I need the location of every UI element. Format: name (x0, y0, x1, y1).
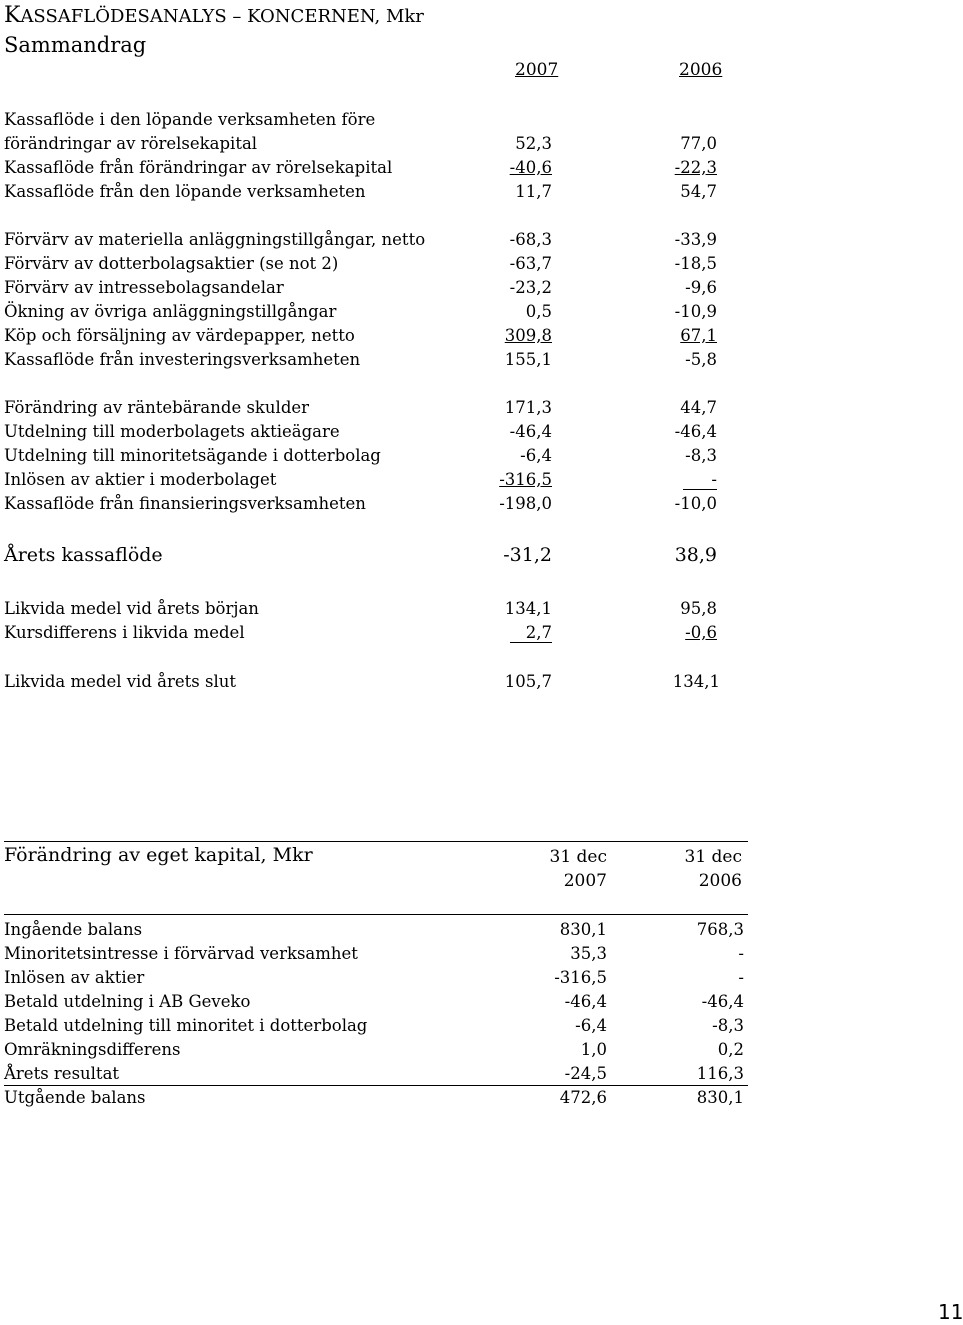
value-2006: - (683, 471, 717, 490)
value-2006: 134,1 (672, 672, 720, 691)
value-2006: -18,5 (674, 254, 717, 273)
row-label: Årets resultat (4, 1064, 120, 1083)
row-label: Förvärv av dotterbolagsaktier (se not 2) (4, 254, 339, 273)
value-2006: 77,0 (680, 134, 717, 153)
value-2007: -63,7 (509, 254, 552, 273)
value-2007: -46,4 (509, 422, 552, 441)
value-2007: -23,2 (509, 278, 552, 297)
value-2007: -198,0 (499, 494, 552, 513)
value-2006: -9,6 (685, 278, 717, 297)
value-2007: 472,6 (559, 1088, 607, 1107)
value-2006: -0,6 (685, 623, 717, 642)
value-2006: -5,8 (685, 350, 717, 369)
row-label: Ökning av övriga anläggningstillgångar (4, 302, 337, 321)
section-title: Förändring av eget kapital, Mkr (4, 844, 313, 866)
value-2007: -40,6 (509, 158, 552, 177)
row-label: Kursdifferens i likvida medel (4, 623, 245, 642)
row-label: Betald utdelning i AB Geveko (4, 992, 251, 1011)
value-2006: -22,3 (674, 158, 717, 177)
row-label: Utdelning till minoritetsägande i dotterbolag (4, 446, 381, 465)
page-title: KASSAFLÖDESANALYS – KONCERNEN, Mkr (4, 3, 424, 28)
value-2006: 830,1 (696, 1088, 744, 1107)
value-2007: 2,7 (510, 624, 552, 643)
value-2007: -316,5 (499, 470, 552, 489)
value-2007: 11,7 (515, 182, 552, 201)
row-label: Kassaflöde från den löpande verksamheten (4, 182, 366, 201)
column-header-line: 31 dec (684, 847, 742, 867)
value-2007: -68,3 (509, 230, 552, 249)
row-label: Likvida medel vid årets början (4, 599, 259, 618)
row-label: Kassaflöde från finansieringsverksamheten (4, 494, 366, 513)
row-label: Förvärv av intressebolagsandelar (4, 278, 284, 297)
value-2007: 830,1 (559, 920, 607, 939)
row-label: Förvärv av materiella anläggningstillgångar, netto (4, 230, 426, 249)
value-2006: 768,3 (696, 920, 744, 939)
column-header-line: 2006 (698, 871, 742, 891)
value-2006: -10,9 (674, 302, 717, 321)
row-label: Köp och försäljning av värdepapper, netto (4, 326, 355, 345)
row-label: Minoritetsintresse i förvärvad verksamhet (4, 944, 358, 963)
column-header-2007 (487, 845, 607, 893)
divider (4, 914, 748, 915)
column-header-line: 2007 (563, 871, 607, 891)
value-2006: 54,7 (680, 182, 717, 201)
row-label: förändringar av rörelsekapital (4, 134, 258, 153)
value-2006: 116,3 (696, 1064, 744, 1083)
column-header-2007: 2007 (515, 60, 559, 80)
row-label: Utgående balans (4, 1088, 146, 1107)
row-label: Kassaflöde från förändringar av rörelsekapital (4, 158, 393, 177)
row-label: Betald utdelning till minoritet i dotterbolag (4, 1016, 368, 1035)
row-label: Kassaflöde från investeringsverksamheten (4, 350, 361, 369)
value-2007: 155,1 (504, 350, 552, 369)
column-header-2006 (622, 845, 742, 893)
value-2006: 95,8 (680, 599, 717, 618)
row-label: Årets kassaflöde (4, 544, 163, 566)
page-subtitle: Sammandrag (4, 33, 147, 57)
page-number: 11 (938, 1300, 963, 1324)
value-2007: 52,3 (515, 134, 552, 153)
value-2006: 44,7 (680, 398, 717, 417)
value-2007: -46,4 (564, 992, 607, 1011)
value-2006: 0,2 (717, 1040, 744, 1059)
value-2007: 0,5 (525, 302, 552, 321)
value-2007: -6,4 (520, 446, 552, 465)
value-2006: 38,9 (674, 544, 717, 566)
row-label: Omräkningsdifferens (4, 1040, 181, 1059)
value-2007: -6,4 (575, 1016, 607, 1035)
row-label: Förändring av räntebärande skulder (4, 398, 310, 417)
row-label: Ingående balans (4, 920, 143, 939)
value-2007: -24,5 (564, 1064, 607, 1083)
row-label: Inlösen av aktier i moderbolaget (4, 470, 277, 489)
value-2007: 35,3 (570, 944, 607, 963)
value-2007: -316,5 (554, 968, 607, 987)
value-2006: 67,1 (680, 326, 717, 345)
divider (4, 841, 748, 842)
value-2006: - (738, 944, 744, 963)
row-label: Utdelning till moderbolagets aktieägare (4, 422, 340, 441)
value-2006: -8,3 (712, 1016, 744, 1035)
column-header-line: 31 dec (549, 847, 607, 867)
value-2006: -33,9 (674, 230, 717, 249)
row-label: Likvida medel vid årets slut (4, 672, 236, 691)
value-2006: -8,3 (685, 446, 717, 465)
row-label: Inlösen av aktier (4, 968, 145, 987)
row-label: Kassaflöde i den löpande verksamheten före (4, 110, 376, 129)
value-2007: 134,1 (504, 599, 552, 618)
value-2006: -10,0 (674, 494, 717, 513)
value-2007: 171,3 (504, 398, 552, 417)
value-2006: -46,4 (701, 992, 744, 1011)
value-2007: -31,2 (503, 544, 552, 566)
value-2006: - (738, 968, 744, 987)
value-2007: 105,7 (504, 672, 552, 691)
value-2006: -46,4 (674, 422, 717, 441)
column-header-2006: 2006 (679, 60, 723, 80)
value-2007: 1,0 (580, 1040, 607, 1059)
value-2007: 309,8 (504, 326, 552, 345)
